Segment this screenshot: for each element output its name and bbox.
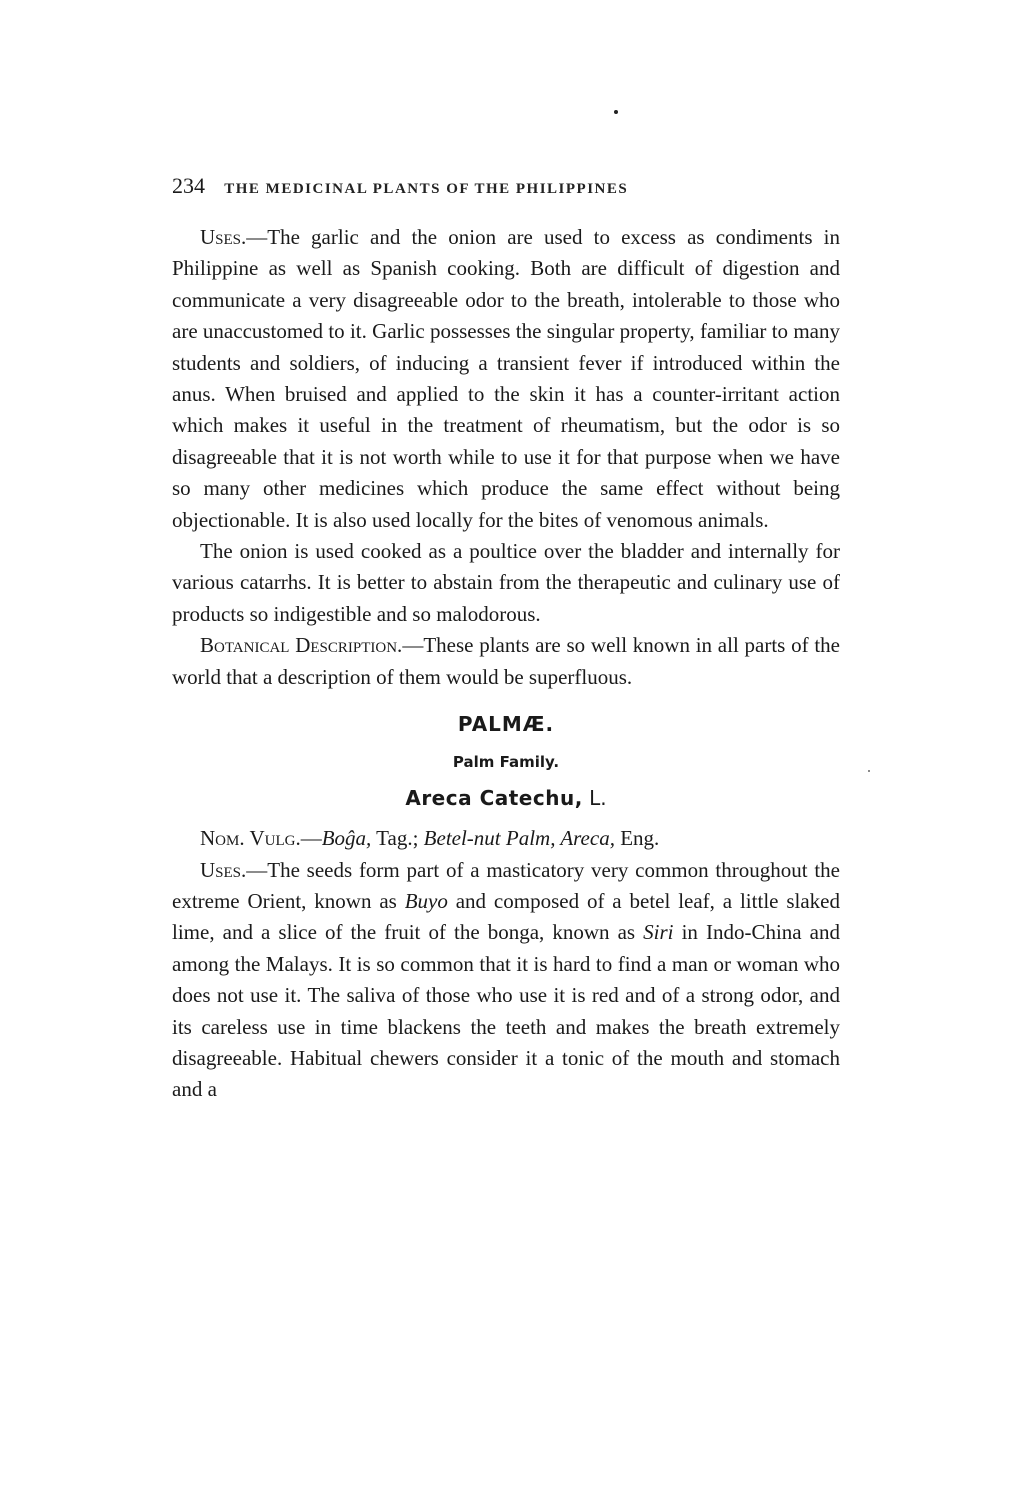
paragraph-text: in Indo-China and among the Malays. It is so common that it is hard to find a man or woman who does not use it. The saliva of those who use it is red and of a strong odor, and its careless use in time blackens the teeth and makes the breath extremely disagreeable. Habitual chewers consider it a tonic of the mouth and stomach and a bbox=[172, 920, 840, 1102]
running-header bbox=[172, 172, 872, 203]
paragraph-onion bbox=[172, 536, 840, 630]
dash: — bbox=[300, 826, 322, 851]
species-heading bbox=[172, 781, 840, 815]
paragraph-text: The onion is used cooked as a poultice over the bladder and internally for various catarrhs. It is better to abstain from the therapeutic and culinary use of products so indigestible and so malodorous. bbox=[172, 539, 840, 626]
paragraph-botanical-description bbox=[172, 630, 840, 693]
italic-term: Siri bbox=[643, 920, 674, 945]
paragraph-lead: Botanical Description. bbox=[200, 633, 403, 658]
family-heading: PALMÆ. bbox=[457, 712, 555, 737]
paragraph-text: and composed of a betel leaf, a little slaked lime, and a slice of the fruit of the bonga, known as bbox=[172, 888, 840, 945]
language-tag: Eng. bbox=[614, 826, 660, 851]
species-author: L. bbox=[589, 786, 607, 811]
italic-term: Buyo bbox=[404, 888, 448, 913]
paragraph-nom-vulg bbox=[172, 823, 840, 854]
paragraph-lead: Uses. bbox=[200, 225, 247, 249]
paragraph-uses-garlic bbox=[172, 222, 840, 536]
running-title: THE MEDICINAL PLANTS OF THE PHILIPPINES bbox=[224, 181, 629, 197]
page-number: 234 bbox=[172, 173, 205, 198]
family-common-name: Palm Family. bbox=[452, 753, 560, 772]
paragraph-uses-areca bbox=[172, 855, 840, 1106]
language-tag: Tag.; bbox=[371, 826, 424, 851]
body-text bbox=[172, 222, 840, 1106]
paragraph-text: —The seeds form part of a masticatory very common throughout the extreme Orient, known as bbox=[172, 857, 840, 913]
paragraph-text: —The garlic and the onion are used to excess as condiments in Philippine as well as Spanish cooking. Both are difficult of digestion and communicate a very disagreeable odor to the breath, intolerable to those who are unaccustomed to it. Garlic possesses the singular property, familiar to many students and soldiers, of inducing a transient fever if introduced within the anus. When bruised and applied to the skin it has a counter-irritant action which makes it useful in the treatment of rheumatism, but the odor is so disagreeable that it is not worth while to use it for that purpose when we have so many other medicines which produce the same effect without being objectionable. It is also used locally for the bites of venomous animals. bbox=[172, 225, 840, 532]
paragraph-lead: Uses. bbox=[200, 857, 247, 882]
print-speck bbox=[868, 770, 870, 772]
print-speck bbox=[614, 110, 618, 114]
vernacular-name: Boĝa, bbox=[321, 826, 372, 851]
paragraph-text: —These plants are so well known in all parts of the world that a description of them would be superfluous. bbox=[172, 633, 840, 689]
vernacular-name: Betel-nut Palm, Areca, bbox=[423, 826, 615, 851]
species-name: Areca Catechu, bbox=[405, 786, 583, 811]
paragraph-lead: Nom. Vulg. bbox=[200, 826, 301, 851]
